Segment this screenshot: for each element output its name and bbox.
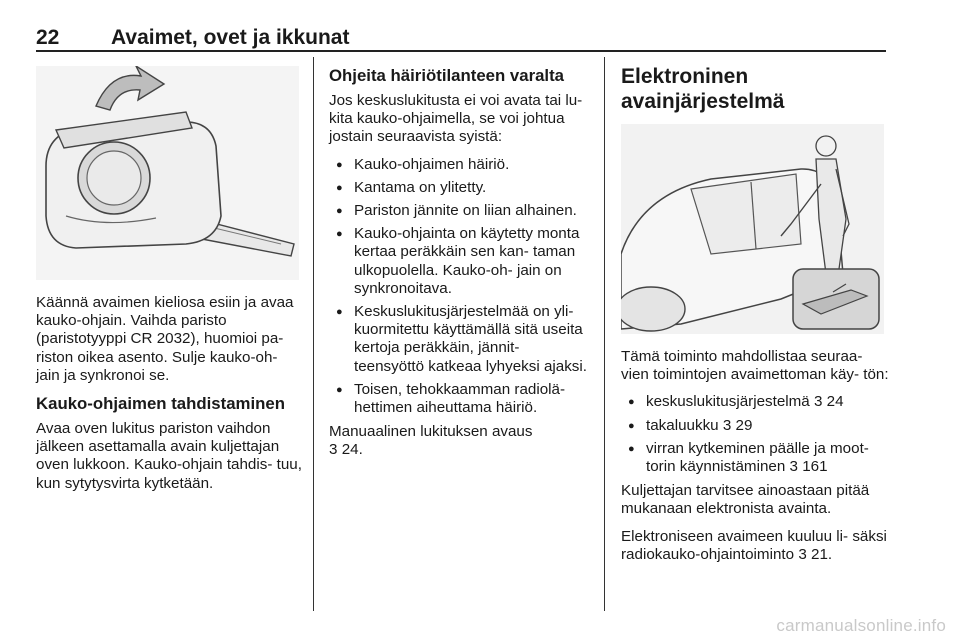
column-2 (329, 66, 593, 469)
remote-function-text (621, 528, 889, 564)
column-divider (313, 57, 314, 611)
page-header (36, 26, 886, 50)
column-1 (36, 294, 302, 502)
battery-replacement-text: Käännä avaimen kieliosa esiin ja avaa kauko-ohjain. Vaihda paristo (paristotyyppi CR 2032), huomioi pa- riston oikea asento. Sulje kauko-oh- jain ja synkronoi se. (36, 294, 294, 384)
column-divider (604, 57, 605, 611)
keyless-car-illustration (621, 124, 884, 334)
page-reference-link[interactable] (798, 546, 832, 563)
list-item: ● Keskuslukitusjärjestelmää on yli- kuormitettu käyttämällä sitä useita kertoja peräkkäin, jännit- teensyöttö katkeaa lyhyeksi ajaksi. (329, 303, 593, 376)
reference-arrow-icon: 3 (798, 545, 807, 563)
page-number: 22 (36, 26, 60, 49)
heading-line: avainjärjestelmä (621, 90, 785, 113)
list-item: ● Pariston jännite on liian alhainen. (329, 202, 593, 220)
reference-page: 21. (811, 545, 833, 563)
reference-arrow-icon: 3 (789, 458, 798, 476)
keyless-note: Kuljettajan tarvitsee ainoastaan pitää mukanaan elektronista avainta. (621, 482, 870, 518)
faults-intro: Jos keskuslukitusta ei voi avata tai lu- kita kauko-ohjaimella, se voi johtua jostain seuraavista syistä: (329, 92, 583, 146)
page-reference-link[interactable] (814, 393, 844, 410)
reference-arrow-icon: 3 (813, 393, 823, 411)
list-item: ● Toisen, tehokkaamman radiolä- hettimen aiheuttama häiriö. (329, 381, 593, 417)
watermark: carmanualsonline.info (776, 616, 946, 635)
list-item: ● Kauko-ohjainta on käytetty monta kertaa peräkkäin sen kan- taman ulkopuolella. Kauko-oh- jain on synkronoitava. (329, 225, 593, 298)
faults-list (329, 156, 593, 418)
feature-label: virran kytkeminen päälle ja moot- torin käynnistäminen (646, 439, 869, 476)
column-3 (621, 64, 887, 122)
reference-arrow-icon: 3 (329, 441, 338, 459)
reference-page: 24 (826, 393, 844, 411)
keyless-intro: Tämä toiminto mahdollistaa seuraa- vien toimintojen avaimettoman käy- tön: (621, 348, 889, 384)
page-reference-link[interactable] (329, 441, 363, 458)
page-title: Avaimet, ovet ja ikkunat (111, 26, 350, 49)
list-item: ● Kantama on ylitetty. (329, 179, 593, 197)
section-heading-faults: Ohjeita häiriötilanteen varalta (329, 66, 565, 85)
feature-label: takaluukku (646, 416, 719, 434)
reference-page: 29 (735, 416, 753, 434)
heading-line: Elektroninen (621, 65, 749, 88)
section-heading-keyless (621, 64, 887, 114)
page-reference-link[interactable] (723, 417, 753, 434)
list-item (621, 417, 889, 435)
page-reference-link[interactable] (790, 458, 828, 475)
column-3-body (621, 348, 889, 573)
remote-function-label: Elektroniseen avaimeen kuuluu li- säksi radiokauko-ohjaintoiminto (621, 527, 887, 563)
key-battery-illustration (36, 66, 299, 280)
keyless-features-list (621, 393, 889, 476)
manual-unlock-text (329, 423, 593, 459)
feature-label: keskuslukitusjärjestelmä (646, 393, 810, 411)
reference-arrow-icon: 3 (722, 416, 732, 434)
section-heading-sync: Kauko-ohjaimen tahdistaminen (36, 394, 285, 414)
header-rule (36, 50, 886, 52)
list-item (621, 393, 889, 411)
sync-text: Avaa oven lukitus pariston vaihdon jälkeen asettamalla avain kuljettajan oven lukkoon. Kauko-ohjain tahdis- tuu, kun sytytysvirta kytketään. (36, 420, 302, 492)
manual-unlock-label: Manuaalinen lukituksen avaus (329, 423, 533, 441)
list-item: ● Kauko-ohjaimen häiriö. (329, 156, 593, 174)
list-item (621, 440, 889, 476)
reference-page: 24. (341, 441, 363, 459)
reference-page: 161 (802, 458, 828, 476)
